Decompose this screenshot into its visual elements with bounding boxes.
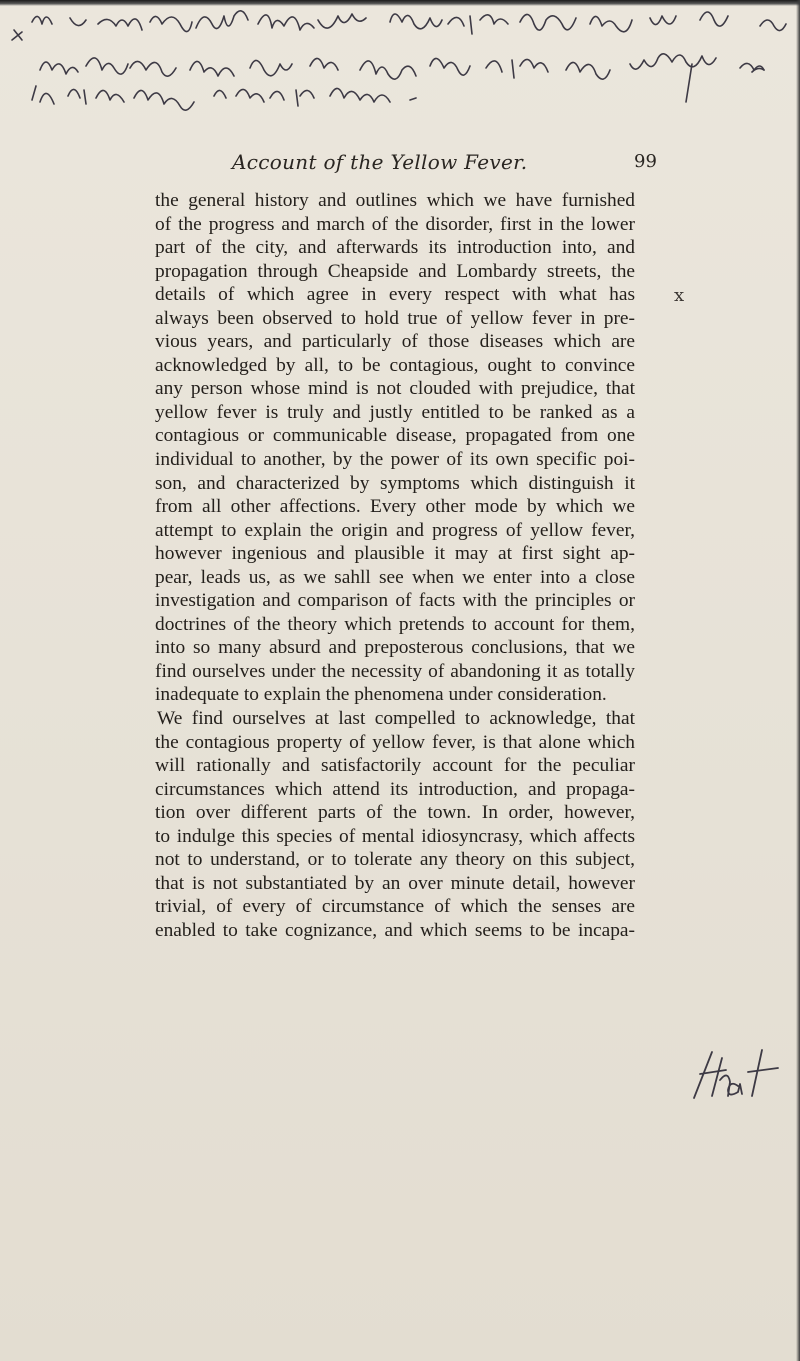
running-head: Account of the Yellow Fever. [232,150,528,174]
text-line: that is not substantiated by an over minute detail, however [155,872,635,894]
handwriting-scribble [0,0,800,130]
text-line: yellow fever is truly and justly entitled to be ranked as a [155,401,635,423]
margin-word-scribble [686,1046,782,1104]
text-line: to indulge this species of mental idiosyncrasy, which affects [155,825,635,847]
text-line: circumstances which attend its introduction, and propaga- [155,778,635,800]
text-line: pear, leads us, as we sahll see when we enter into a close [155,566,635,588]
text-line: tion over different parts of the town. In order, however, [155,802,635,824]
text-line: the general history and outlines which we have furnished [155,190,635,211]
text-line: son, and characterized by symptoms which distinguish it [155,472,635,494]
text-line: however ingenious and plausible it may at first sight ap- [155,543,635,565]
text-line: the contagious property of yellow fever, is that alone which [155,731,635,753]
body-text [155,189,635,943]
text-line: any person whose mind is not clouded with prejudice, that [155,378,635,400]
text-line: inadequate to explain the phenomena under consideration. [155,684,607,706]
text-line: vious years, and particularly of those diseases which are [155,331,635,353]
margin-mark: x [674,285,685,306]
text-line: will rationally and satisfactorily account for the peculiar [155,755,635,777]
margin-handwritten-word [686,1046,782,1104]
text-line: doctrines of the theory which pretends to account for them, [155,613,635,635]
text-line: contagious or communicable disease, propagated from one [155,425,635,447]
text-line: propagation through Cheapside and Lombardy streets, the [155,260,635,282]
text-line: from all other affections. Every other mode by which we [155,496,635,518]
text-line: attempt to explain the origin and progress of yellow fever, [155,519,635,541]
text-line: into so many absurd and preposterous conclusions, that we [155,637,635,659]
text-line: not to understand, or to tolerate any theory on this subject, [155,849,635,871]
text-line: acknowledged by all, to be contagious, ought to convince [155,354,635,376]
handwritten-annotation [0,0,800,130]
text-line: investigation and comparison of facts with the principles or [155,590,635,612]
text-line: part of the city, and afterwards its introduction into, and [155,237,635,259]
text-line: details of which agree in every respect with what has [155,284,635,306]
text-line: always been observed to hold true of yellow fever in pre- [155,307,635,329]
text-line: trivial, of every of circumstance of which the senses are [155,896,635,918]
text-line: enabled to take cognizance, and which seems to be incapa- [155,919,635,941]
scan-right-edge [796,0,800,1361]
text-line: individual to another, by the power of its own specific poi- [155,449,635,471]
text-line: We find ourselves at last compelled to acknowledge, that [157,708,635,730]
text-line: of the progress and march of the disorder, first in the lower [155,213,635,235]
text-line: find ourselves under the necessity of abandoning it as totally [155,660,635,682]
page-number: 99 [634,151,657,172]
